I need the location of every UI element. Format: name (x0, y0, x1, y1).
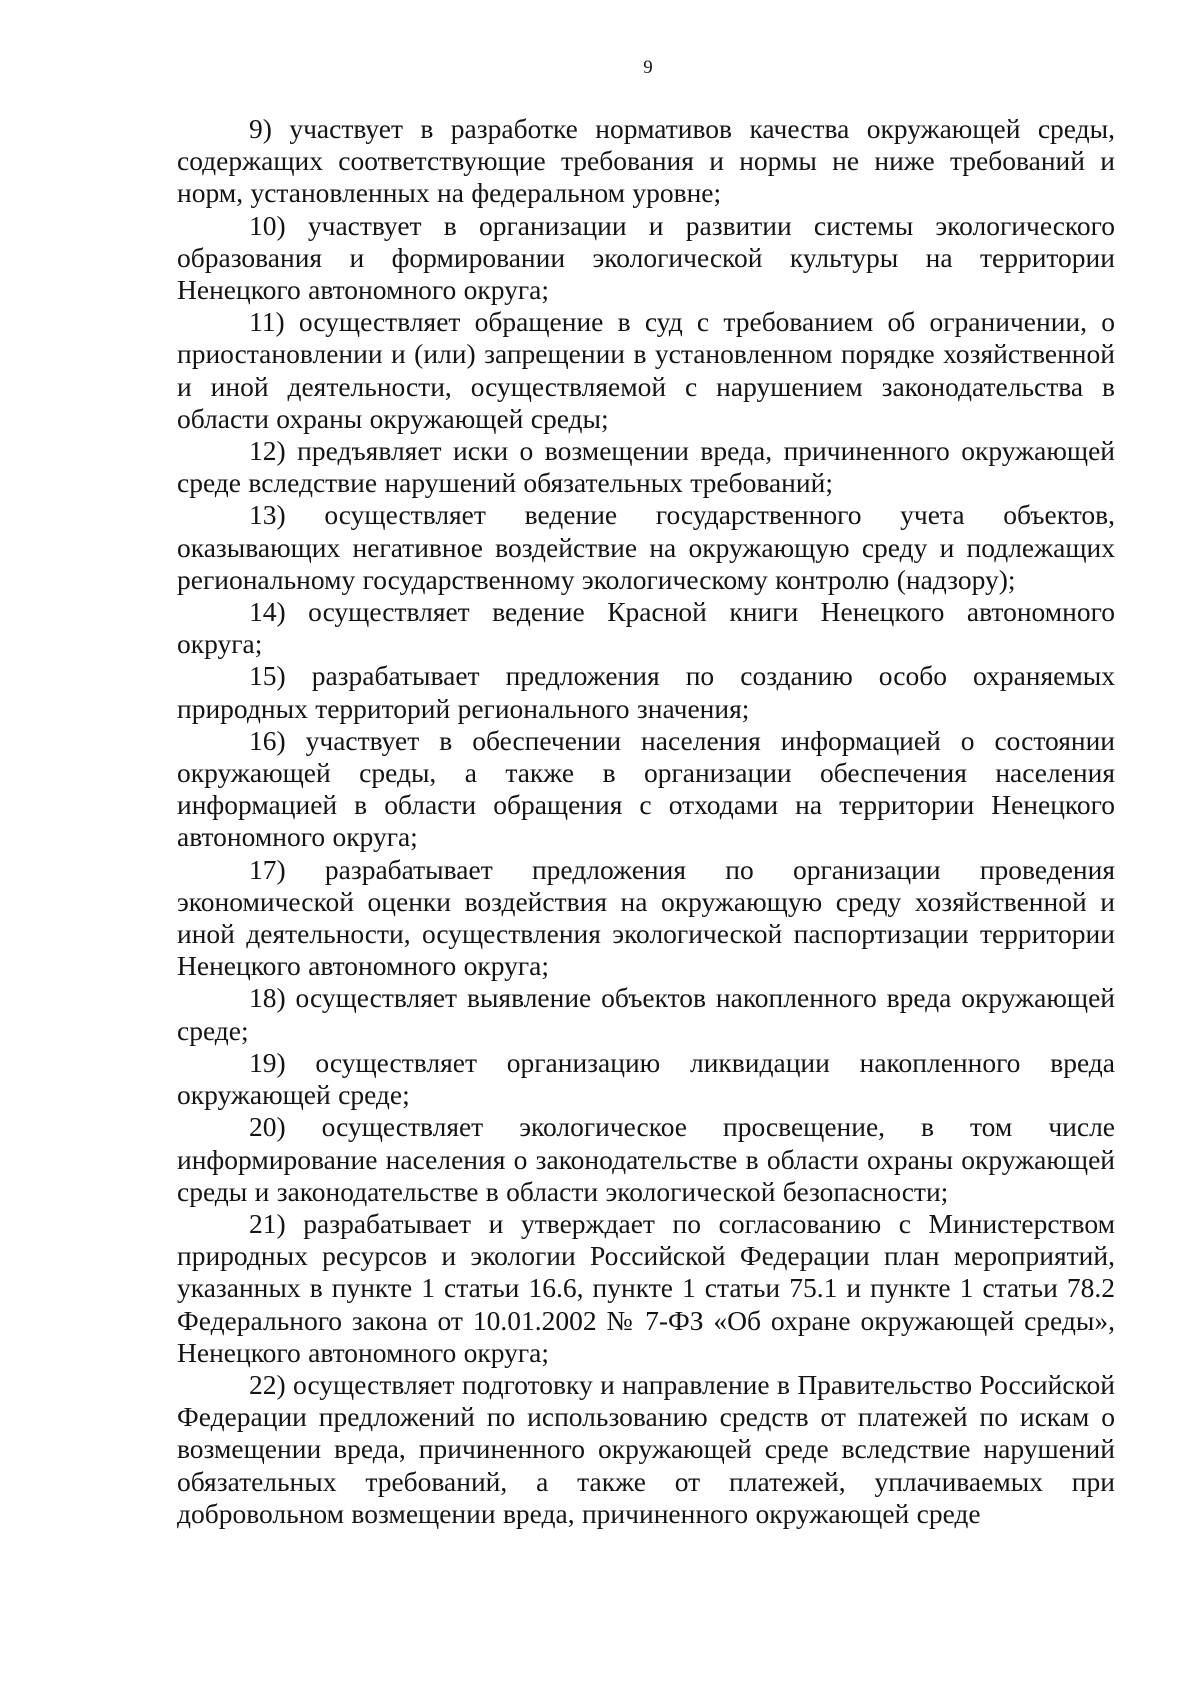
list-item-12: 12) предъявляет иски о возмещении вреда, причиненного окружающей среде вследствие нарушений обязательных требований; (177, 435, 1115, 499)
list-item-20: 20) осуществляет экологическое просвещение, в том числе информирование населения о законодательстве в области охраны окружающей среды и законодательстве в области экологической безопасности; (177, 1111, 1115, 1207)
list-item-19: 19) осуществляет организацию ликвидации накопленного вреда окружающей среде; (177, 1046, 1115, 1111)
list-item-21: 21) разрабатывает и утверждает по согласованию с Министерством природных ресурсов и экологии Российской Федерации план мероприятий, указанных в пункте 1 статьи 16.6, пункте 1 статьи 75.1 и пункте 1 статьи 78.2 Федерального закона от 10.01.2002 № 7-ФЗ «Об охране окружающей среды», Ненецкого автономного округа; (177, 1207, 1115, 1368)
list-item-10: 10) участвует в организации и развитии системы экологического образования и формировании экологической культуры на территории Ненецкого автономного округа; (177, 209, 1115, 306)
list-item-15: 15) разрабатывает предложения по созданию особо охраняемых природных территорий регионального значения; (177, 660, 1115, 724)
list-item-11: 11) осуществляет обращение в суд с требованием об ограничении, о приостановлении и (или) запрещении в установленном порядке хозяйственной и иной деятельности, осуществляемой с нарушением законодательства в области охраны окружающей среды; (177, 306, 1115, 434)
list-item-22: 22) осуществляет подготовку и направление в Правительство Российской Федерации предложений по использованию средств от платежей по искам о возмещении вреда, причиненного окружающей среде вследствие нарушений обязательных требований, а также от платежей, уплачиваемых при добровольном возмещении вреда, причиненного окружающей среде (177, 1368, 1116, 1529)
list-item-17: 17) разрабатывает предложения по организации проведения экономической оценки воздействия на окружающую среду хозяйственной и иной деятельности, осуществления экологической паспортизации территории Ненецкого автономного округа; (177, 853, 1115, 982)
list-item-16: 16) участвует в обеспечении населения информацией о состоянии окружающей среды, а также в организации обеспечения населения информацией в области обращения с отходами на территории Ненецкого автономного округа; (177, 724, 1115, 853)
document-body (177, 113, 1115, 1530)
list-item-18: 18) осуществляет выявление объектов накопленного вреда окружающей среде; (177, 982, 1115, 1046)
list-item-9: 9) участвует в разработке нормативов качества окружающей среды, содержащих соответствующие требования и нормы не ниже требований и норм, установленных на федеральном уровне; (177, 113, 1115, 209)
page-number: 9 (643, 57, 653, 78)
list-item-14: 14) осуществляет ведение Красной книги Ненецкого автономного округа; (177, 596, 1115, 660)
list-item-13: 13) осуществляет ведение государственного учета объектов, оказывающих негативное воздействие на окружающую среду и подлежащих региональному государственному экологическому контролю (надзору); (177, 499, 1115, 595)
